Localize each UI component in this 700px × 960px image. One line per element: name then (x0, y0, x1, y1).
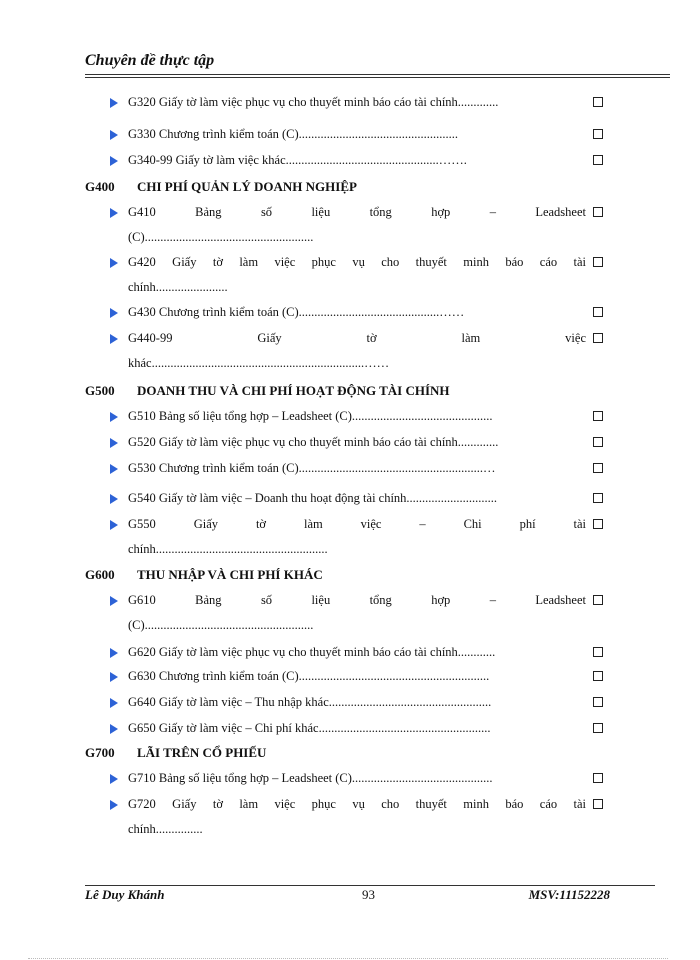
item-code: G610 (128, 593, 156, 607)
checkbox[interactable] (593, 97, 603, 107)
item-code: G550 (128, 517, 156, 531)
checkbox[interactable] (593, 723, 603, 733)
checkbox[interactable] (593, 411, 603, 421)
page-bottom-border (28, 958, 668, 959)
triangle-bullet-icon (110, 208, 118, 218)
item-description: Giấy tờ làm việc phục vụ cho thuyết minh báo cáo tài (172, 255, 587, 269)
item-code: G520 (128, 435, 156, 449)
checklist-item-text (128, 716, 586, 741)
checklist-item-text (128, 326, 586, 376)
checkbox[interactable] (593, 257, 603, 267)
item-code: G720 (128, 797, 156, 811)
item-description: Giấy tờ làm việc phục vụ cho thuyết minh báo cáo tài chính............ (158, 645, 496, 659)
item-code: G630 (128, 669, 156, 683)
item-code: G650 (128, 721, 156, 735)
checkbox[interactable] (593, 129, 603, 139)
triangle-bullet-icon (110, 464, 118, 474)
item-description: Giấy tờ làm việc – Chi phí tài (193, 517, 586, 531)
item-code: G510 (128, 409, 156, 423)
triangle-bullet-icon (110, 130, 118, 140)
checklist-item-text (128, 200, 586, 250)
checklist-item-text (128, 456, 586, 481)
item-code: G330 (128, 127, 156, 141)
footer-rule (85, 885, 655, 886)
triangle-bullet-icon (110, 800, 118, 810)
checkbox[interactable] (593, 773, 603, 783)
checkbox[interactable] (593, 155, 603, 165)
checklist-item-text (128, 300, 586, 325)
footer-author: Lê Duy Khánh (85, 887, 165, 902)
item-description-continued: chính............... (128, 822, 203, 836)
item-description: Giấy tờ làm việc phục vụ cho thuyết minh báo cáo tài chính............. (158, 95, 499, 109)
triangle-bullet-icon (110, 156, 118, 166)
header-rule (85, 74, 670, 75)
section-title: THU NHẬP VÀ CHI PHÍ KHÁC (137, 567, 323, 582)
section-code: G500 (85, 383, 115, 398)
checkbox[interactable] (593, 647, 603, 657)
checklist-item-text (128, 122, 586, 147)
triangle-bullet-icon (110, 648, 118, 658)
triangle-bullet-icon (110, 596, 118, 606)
footer-student-id: MSV:11152228 (528, 887, 610, 902)
item-description-continued: (C)...................................................... (128, 618, 314, 632)
triangle-bullet-icon (110, 438, 118, 448)
checklist-item-text (128, 404, 586, 429)
checkbox[interactable] (593, 307, 603, 317)
checkbox[interactable] (593, 519, 603, 529)
section-heading (85, 380, 450, 402)
item-code: G440-99 (128, 331, 173, 345)
checklist-item-text (128, 640, 586, 665)
item-code: G340-99 (128, 153, 173, 167)
checkbox[interactable] (593, 799, 603, 809)
section-title: CHI PHÍ QUẢN LÝ DOANH NGHIỆP (137, 179, 357, 194)
section-code: G700 (85, 745, 115, 760)
item-description: Bảng số liệu tổng hợp – Leadsheet (C)............................................. (158, 409, 493, 423)
item-description: Giấy tờ làm việc phục vụ cho thuyết minh báo cáo tài chính............. (158, 435, 499, 449)
item-description: Giấy tờ làm việc phục vụ cho thuyết minh báo cáo tài (172, 797, 587, 811)
triangle-bullet-icon (110, 774, 118, 784)
item-description: Chương trình kiểm toán (C).............................................…… (158, 305, 465, 319)
item-description: Chương trình kiểm toán (C)...........................................................… (158, 461, 496, 475)
item-description: Giấy tờ làm việc – Doanh thu hoạt động tài chính............................. (158, 491, 498, 505)
checkbox[interactable] (593, 493, 603, 503)
item-description: Chương trình kiểm toán (C)............................................................. (158, 669, 490, 683)
checklist-item-text (128, 588, 586, 638)
triangle-bullet-icon (110, 724, 118, 734)
section-heading (85, 564, 323, 586)
item-description: Chương trình kiểm toán (C)................................................... (158, 127, 459, 141)
checklist-item-text (128, 90, 586, 115)
section-heading (85, 742, 266, 764)
item-description-continued: chính....................... (128, 280, 228, 294)
checklist-item-text (128, 148, 586, 173)
triangle-bullet-icon (110, 98, 118, 108)
checklist-item-text (128, 486, 586, 511)
section-code: G400 (85, 179, 115, 194)
checkbox[interactable] (593, 333, 603, 343)
item-code: G540 (128, 491, 156, 505)
item-description: Giấy tờ làm việc – Thu nhập khác.................................................... (158, 695, 492, 709)
item-code: G320 (128, 95, 156, 109)
triangle-bullet-icon (110, 308, 118, 318)
header-rule-thin (85, 77, 670, 78)
checkbox[interactable] (593, 437, 603, 447)
item-code: G620 (128, 645, 156, 659)
item-code: G420 (128, 255, 156, 269)
checkbox[interactable] (593, 207, 603, 217)
item-code: G530 (128, 461, 156, 475)
triangle-bullet-icon (110, 258, 118, 268)
section-title: LÃI TRÊN CỔ PHIẾU (137, 745, 267, 760)
item-code: G710 (128, 771, 156, 785)
triangle-bullet-icon (110, 412, 118, 422)
item-description: Bảng số liệu tổng hợp – Leadsheet (C)............................................. (158, 771, 493, 785)
checkbox[interactable] (593, 463, 603, 473)
checkbox[interactable] (593, 697, 603, 707)
item-description: Giấy tờ làm việc khác.................................................……. (175, 153, 467, 167)
checkbox[interactable] (593, 671, 603, 681)
item-description-continued: khác....................................................................…… (128, 356, 390, 370)
item-code: G640 (128, 695, 156, 709)
checklist-item-text (128, 512, 586, 562)
section-code: G600 (85, 567, 115, 582)
item-description: Bảng số liệu tổng hợp – Leadsheet (195, 205, 586, 219)
item-code: G410 (128, 205, 156, 219)
triangle-bullet-icon (110, 494, 118, 504)
item-description: Giấy tờ làm việc – Chi phí khác....................................................... (158, 721, 491, 735)
page-header-title: Chuyên đề thực tập (85, 52, 215, 69)
item-description-continued: chính....................................................... (128, 542, 328, 556)
section-title: DOANH THU VÀ CHI PHÍ HOẠT ĐỘNG TÀI CHÍNH (137, 383, 450, 398)
checklist-item-text (128, 766, 586, 791)
triangle-bullet-icon (110, 520, 118, 530)
checklist-item-text (128, 664, 586, 689)
section-heading (85, 176, 357, 198)
triangle-bullet-icon (110, 672, 118, 682)
item-description-continued: (C)...................................................... (128, 230, 314, 244)
item-code: G430 (128, 305, 156, 319)
page-footer (85, 887, 610, 907)
item-description: Giấy tờ làm việc (257, 331, 586, 345)
checklist-item-text (128, 690, 586, 715)
checkbox[interactable] (593, 595, 603, 605)
checklist-item-text (128, 250, 586, 300)
footer-page-number: 93 (362, 887, 375, 902)
triangle-bullet-icon (110, 698, 118, 708)
checklist-item-text (128, 792, 586, 842)
checklist-item-text (128, 430, 586, 455)
item-description: Bảng số liệu tổng hợp – Leadsheet (195, 593, 586, 607)
triangle-bullet-icon (110, 334, 118, 344)
